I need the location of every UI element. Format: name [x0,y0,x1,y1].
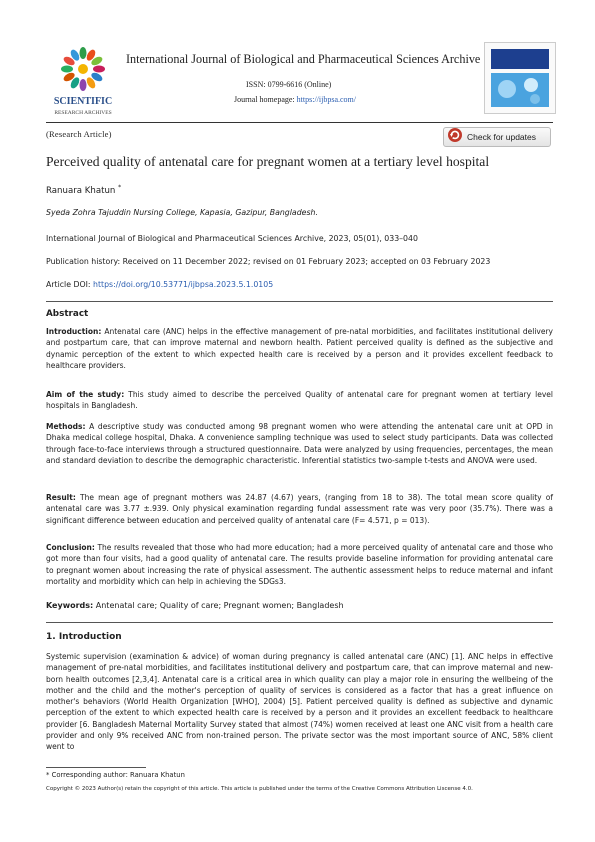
aim-text: This study aimed to describe the perceived Quality of antenatal care for pregnant women at tertiary level hospitals in Bangladesh. [46,390,553,411]
publisher-logo [46,42,121,120]
author-marker: * [118,184,122,191]
author-line [46,184,121,196]
footnote-text: Corresponding author: Ranuara Khatun [51,771,185,779]
keywords-text: Antenatal care; Quality of care; Pregnant women; Bangladesh [95,601,344,610]
publisher-subname: RESEARCH ARCHIVES [54,110,112,116]
introduction-label: Introduction: [46,327,102,336]
introduction-text: Antenatal care (ANC) helps in the effective management of pre-natal morbidities, and facilitates institutional delivery and postpartum care, that can improve maternal and newborn health. Patient perceived quality is defined as the subjective and dynamic perception of the extent to which expected health care is received by a person and it provides excellent feedback to healthcare providers. [46,327,553,370]
abstract-methods [46,421,553,466]
affiliation: Syeda Zohra Tajuddin Nursing College, Kapasia, Gazipur, Bangladesh. [46,208,318,217]
homepage-label: Journal homepage: [234,95,295,104]
result-label: Result: [46,493,76,502]
conclusion-text: The results revealed that those who had more education; had a more perceived quality of antenatal care and those who got more than four visits, had a good quality of antenatal care. The results provide baseline information for providing antenatal care to pregnant women about increasing the rate of physical assessment. The authentic assessment helps to reduce maternal and infant mortality and morbidity which can help in achieving the SDGs3. [46,543,553,586]
publication-history: Publication history: Received on 11 December 2022; revised on 01 February 2023; accepted on 03 February 2023 [46,257,491,266]
keywords-label: Keywords: [46,601,94,610]
header-rule [46,122,553,123]
copyright-notice: Copyright © 2023 Author(s) retain the copyright of this article. This article is published under the terms of the Creative Commons Attribution Liscense 4.0. [46,786,473,792]
section-heading-introduction: 1. Introduction [46,632,122,642]
keywords [46,601,344,610]
abstract-result [46,492,553,526]
doi-label: Article DOI: [46,280,91,289]
abstract-introduction [46,326,553,371]
issn: ISSN: 0799-6616 (Online) [246,80,332,89]
corresponding-author-footnote [46,771,185,779]
footnote-marker: * [46,771,50,779]
footnote-rule [46,767,146,768]
section-introduction-body: Systemic supervision (examination & advice) of woman during pregnancy is called antenatal care (ANC) [1]. ANC helps in effective management of pre-natal morbidities, and facilitates institutional delivery and postpartum care, that can improve maternal and new-born health outcomes [2,3,4]. Antenatal care is a critical area in which quality can play a major role in ensuring the wellbeing of the mother and the child and the mother's perception of quality of services is considered as a factor that has a great influence on mother's behaviors (World Health Organization [WHO], 2004) [5]. Patient perceived quality is defined as subjective and dynamic perception of the extent to which expected health care is received by a person and it provides an excellent feedback to healthcare provider [6. Bangladesh Maternal Mortality Survey stated that almost (74%) women received at least one ANC visit from a health care provider and only 9% received ANC from non-trained person. The private sector was the most important source of ANC, 58% client went to [46,652,553,752]
methods-label: Methods: [46,422,86,431]
article-title: Perceived quality of antenatal care for pregnant women at a tertiary level hospital [46,154,490,169]
journal-header [46,42,553,120]
doi-link[interactable]: https://doi.org/10.53771/ijbpsa.2023.5.1.0105 [93,280,274,289]
journal-cover-thumbnail [484,42,556,114]
article-type: (Research Article) [46,129,112,139]
check-for-updates-label: Check for updates [467,132,536,142]
homepage-link[interactable]: https://ijbpsa.com/ [296,95,356,104]
aim-label: Aim of the study: [46,390,125,399]
publisher-name: SCIENTIFIC [53,96,113,107]
keywords-bottom-rule [46,622,553,623]
abstract-top-rule [46,301,553,302]
abstract-conclusion [46,542,553,587]
result-text: The mean age of pregnant mothers was 24.87 (4.67) years, (ranging from 18 to 38). The total mean score quality of antenatal care was 3.77 ±.939. Only physical examination regarding fundal assessment rate was very poor (35.7%). There was a significant difference between education and perceived quality of antenatal care (F= 4.571, p = 013). [46,493,553,525]
abstract-aim [46,389,553,412]
check-for-updates-button[interactable] [443,127,551,147]
conclusion-label: Conclusion: [46,543,95,552]
abstract-heading: Abstract [46,309,89,319]
journal-title: International Journal of Biological and Pharmaceutical Sciences Archive [126,52,481,66]
methods-text: A descriptive study was conducted among 98 pregnant women who were attending the antenatal care unit at OPD in Dhaka medical college hospital, Dhaka. A convenience sampling technique was used to select study participants. Data was collected through face-to-face interviews through a structured questionnaire. Data were analyzed by using frequencies, percentages, the mean and standard deviation to describe the demographic characteristic. Inferential statistics two-sample t-tests and ANOVA were used. [46,422,553,465]
article-doi [46,280,273,289]
refresh-badge-icon [447,127,463,147]
author-name: Ranuara Khatun [46,185,116,196]
journal-homepage [234,95,356,104]
citation: International Journal of Biological and Pharmaceutical Sciences Archive, 2023, 05(01), 033–040 [46,234,418,243]
